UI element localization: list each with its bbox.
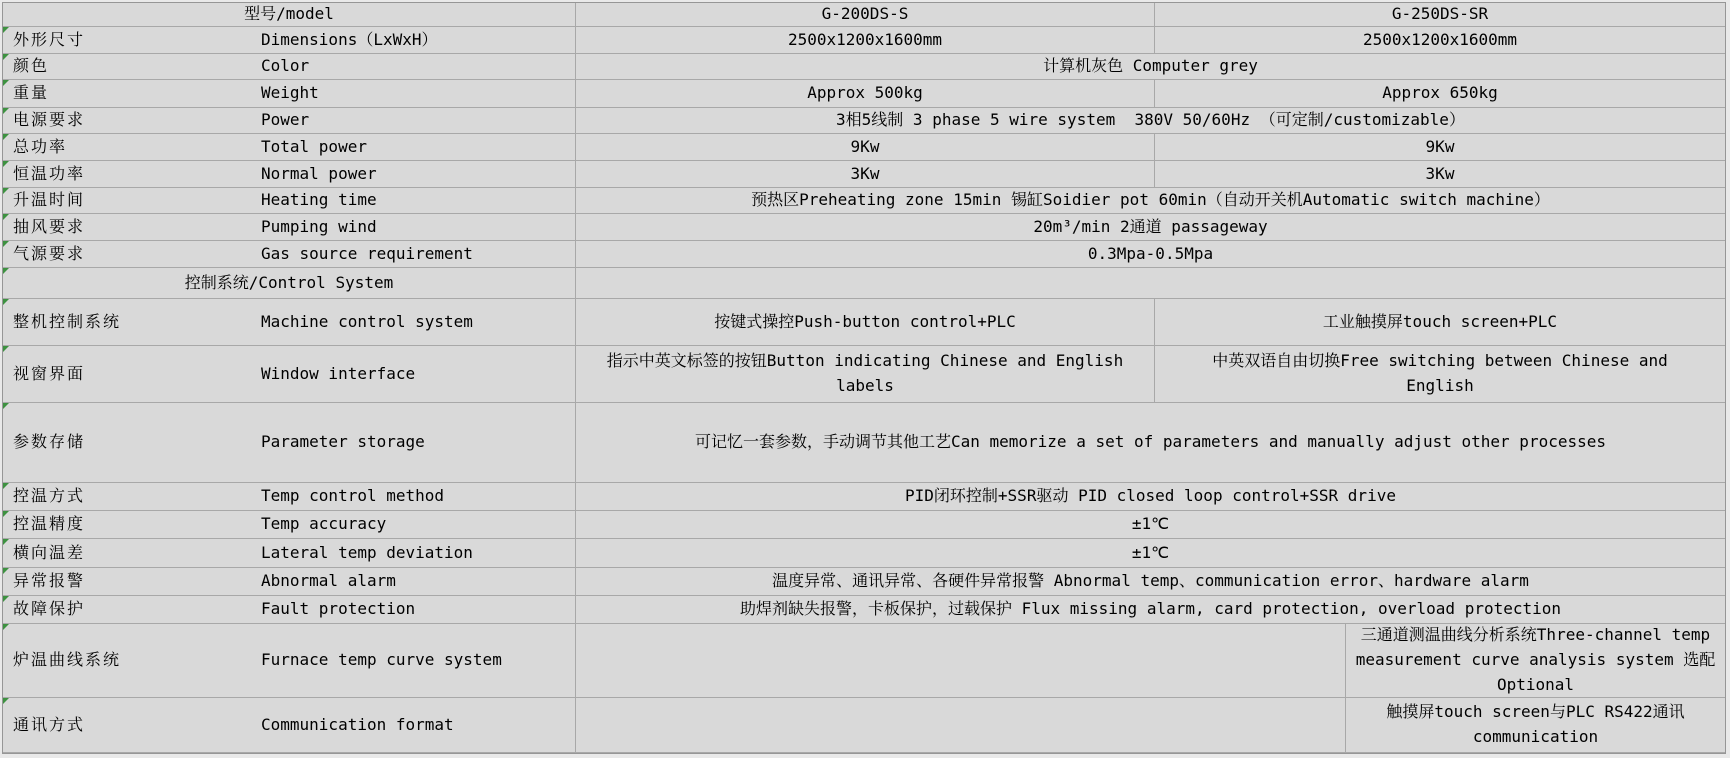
section-header-text: 控制系统/Control System bbox=[184, 272, 394, 292]
fault-protection-value bbox=[576, 596, 1725, 624]
value-text: Approx 650kg bbox=[1382, 83, 1498, 103]
gas-source-label-zh bbox=[3, 241, 259, 268]
dimensions-label-zh bbox=[3, 27, 259, 54]
label-text: 恒温功率 bbox=[13, 163, 86, 183]
window-interface-label-zh bbox=[3, 346, 259, 403]
label-text: Parameter storage bbox=[261, 432, 425, 452]
weight-label-en bbox=[259, 80, 576, 108]
label-text: Fault protection bbox=[261, 599, 416, 619]
model-a-text: G-200DS-S bbox=[821, 4, 909, 24]
value-text: 0.3Mpa-0.5Mpa bbox=[1087, 243, 1214, 263]
value-text: ±1℃ bbox=[1131, 542, 1170, 562]
label-text: Total power bbox=[261, 136, 367, 156]
cell-error-indicator-icon bbox=[3, 241, 9, 247]
label-text: Furnace temp curve system bbox=[261, 650, 502, 670]
model-b-cell bbox=[1155, 3, 1725, 27]
total-power-label-en bbox=[259, 134, 576, 161]
value-text: 可记忆一套参数，手动调节其他工艺Can memorize a set of parameters and manually adjust other processes bbox=[694, 432, 1607, 452]
power-value bbox=[576, 108, 1725, 134]
value-text: 工业触摸屏touch screen+PLC bbox=[1322, 311, 1558, 331]
communication-format-label-en bbox=[259, 698, 576, 753]
lateral-temp-deviation-label-en bbox=[259, 539, 576, 568]
label-text: Abnormal alarm bbox=[261, 571, 396, 591]
normal-power-label-zh bbox=[3, 161, 259, 188]
label-text: 通讯方式 bbox=[13, 714, 86, 734]
heating-time-label-zh bbox=[3, 188, 259, 214]
value-text: 9Kw bbox=[1425, 136, 1455, 156]
cell-error-indicator-icon bbox=[3, 403, 9, 409]
color-label-en bbox=[259, 54, 576, 80]
window-interface-label-en bbox=[259, 346, 576, 403]
gas-source-label-en bbox=[259, 241, 576, 268]
label-text: 外形尺寸 bbox=[13, 29, 86, 49]
label-text: Pumping wind bbox=[261, 216, 377, 236]
dimensions-value-model-b bbox=[1155, 27, 1725, 54]
total-power-value-model-a bbox=[576, 134, 1155, 161]
weight-value-model-a bbox=[576, 80, 1155, 108]
fault-protection-label-zh bbox=[3, 596, 259, 624]
dimensions-value-model-a bbox=[576, 27, 1155, 54]
normal-power-label-en bbox=[259, 161, 576, 188]
label-text: Dimensions（LxWxH） bbox=[261, 29, 438, 49]
window-interface-value-model-a bbox=[576, 346, 1155, 403]
cell-error-indicator-icon bbox=[3, 539, 9, 545]
label-text: 总功率 bbox=[13, 136, 68, 156]
value-text: 预热区Preheating zone 15min 锡缸Soidier pot 60min（自动开关机Automatic switch machine） bbox=[751, 190, 1550, 210]
parameter-storage-value bbox=[576, 403, 1725, 483]
value-text: 20m³/min 2通道 passageway bbox=[1033, 216, 1268, 236]
heating-time-label-en bbox=[259, 188, 576, 214]
label-text: 横向温差 bbox=[13, 542, 86, 562]
machine-control-value-model-b bbox=[1155, 299, 1725, 346]
value-text: ±1℃ bbox=[1131, 514, 1170, 534]
label-text: 气源要求 bbox=[13, 243, 86, 263]
temp-control-method-label-zh bbox=[3, 483, 259, 511]
cell-error-indicator-icon bbox=[3, 27, 9, 33]
color-value bbox=[576, 54, 1725, 80]
value-text: PID闭环控制+SSR驱动 PID closed loop control+SSR drive bbox=[905, 486, 1396, 506]
control-system-section-header bbox=[3, 268, 576, 299]
value-text: 2500x1200x1600mm bbox=[1362, 29, 1518, 49]
cell-error-indicator-icon bbox=[3, 108, 9, 114]
model-header-text: 型号/model bbox=[244, 4, 334, 24]
cell-error-indicator-icon bbox=[3, 483, 9, 489]
cell-error-indicator-icon bbox=[3, 596, 9, 602]
window-interface-value-model-b bbox=[1155, 346, 1725, 403]
label-text: Weight bbox=[261, 83, 319, 103]
abnormal-alarm-label-zh bbox=[3, 568, 259, 596]
label-text: 控温精度 bbox=[13, 514, 86, 534]
cell-error-indicator-icon bbox=[3, 134, 9, 140]
abnormal-alarm-value bbox=[576, 568, 1725, 596]
machine-control-label-zh bbox=[3, 299, 259, 346]
pumping-wind-value bbox=[576, 214, 1725, 241]
value-text: 9Kw bbox=[850, 136, 880, 156]
machine-control-value-model-a bbox=[576, 299, 1155, 346]
communication-format-value bbox=[1346, 698, 1725, 753]
power-label-en bbox=[259, 108, 576, 134]
cell-error-indicator-icon bbox=[3, 624, 9, 630]
weight-value-model-b bbox=[1155, 80, 1725, 108]
value-text: 计算机灰色 Computer grey bbox=[1043, 56, 1258, 76]
label-text: Machine control system bbox=[261, 311, 473, 331]
machine-control-label-en bbox=[259, 299, 576, 346]
value-text: Approx 500kg bbox=[807, 83, 923, 103]
temp-control-method-value bbox=[576, 483, 1725, 511]
label-text: 升温时间 bbox=[13, 190, 86, 210]
cell-error-indicator-icon bbox=[3, 80, 9, 86]
label-text: Window interface bbox=[261, 363, 416, 383]
communication-format-empty-cell bbox=[576, 698, 1346, 753]
pumping-wind-label-en bbox=[259, 214, 576, 241]
value-text: 按键式操控Push-button control+PLC bbox=[714, 311, 1016, 331]
value-text: 3相5线制 3 phase 5 wire system 380V 50/60Hz （可定制/customizable） bbox=[836, 110, 1465, 130]
label-text: 异常报警 bbox=[13, 571, 86, 591]
furnace-temp-curve-empty-cell bbox=[576, 624, 1346, 698]
temp-control-method-label-en bbox=[259, 483, 576, 511]
cell-error-indicator-icon bbox=[3, 161, 9, 167]
temp-accuracy-value bbox=[576, 511, 1725, 539]
value-text: 中英双语自由切换Free switching between Chinese and English bbox=[1212, 351, 1678, 395]
parameter-storage-label-zh bbox=[3, 403, 259, 483]
value-text: 3Kw bbox=[1425, 163, 1455, 183]
gas-source-value bbox=[576, 241, 1725, 268]
model-a-cell bbox=[576, 3, 1155, 27]
label-text: 故障保护 bbox=[13, 599, 86, 619]
pumping-wind-label-zh bbox=[3, 214, 259, 241]
label-text: 电源要求 bbox=[13, 110, 86, 130]
weight-label-zh bbox=[3, 80, 259, 108]
dimensions-label-en bbox=[259, 27, 576, 54]
furnace-temp-curve-label-en bbox=[259, 624, 576, 698]
label-text: Temp accuracy bbox=[261, 514, 387, 534]
fault-protection-label-en bbox=[259, 596, 576, 624]
label-text: Color bbox=[261, 56, 310, 76]
value-text: 2500x1200x1600mm bbox=[787, 29, 943, 49]
spec-table bbox=[2, 2, 1726, 754]
heating-time-value bbox=[576, 188, 1725, 214]
label-text: 炉温曲线系统 bbox=[13, 650, 122, 670]
label-text: Temp control method bbox=[261, 486, 445, 506]
total-power-label-zh bbox=[3, 134, 259, 161]
label-text: Lateral temp deviation bbox=[261, 542, 473, 562]
cell-error-indicator-icon bbox=[3, 188, 9, 194]
label-text: Gas source requirement bbox=[261, 243, 473, 263]
abnormal-alarm-label-en bbox=[259, 568, 576, 596]
label-text: Power bbox=[261, 110, 310, 130]
control-system-section-empty-cell bbox=[576, 268, 1725, 299]
cell-error-indicator-icon bbox=[3, 299, 9, 305]
value-text: 三通道测温曲线分析系统Three-channel temp measurement curve analysis system 选配 Optional bbox=[1355, 625, 1725, 694]
cell-error-indicator-icon bbox=[3, 346, 9, 352]
power-label-zh bbox=[3, 108, 259, 134]
value-text: 温度异常、通讯异常、各硬件异常报警 Abnormal temp、communication error、hardware alarm bbox=[772, 571, 1529, 591]
normal-power-value-model-a bbox=[576, 161, 1155, 188]
label-text: 抽风要求 bbox=[13, 216, 86, 236]
label-text: 重量 bbox=[13, 83, 50, 103]
label-text: 控温方式 bbox=[13, 486, 86, 506]
cell-error-indicator-icon bbox=[3, 268, 9, 274]
communication-format-label-zh bbox=[3, 698, 259, 753]
cell-error-indicator-icon bbox=[3, 698, 9, 704]
model-b-text: G-250DS-SR bbox=[1391, 4, 1489, 24]
cell-error-indicator-icon bbox=[3, 511, 9, 517]
model-header-cell bbox=[3, 3, 576, 27]
temp-accuracy-label-en bbox=[259, 511, 576, 539]
cell-error-indicator-icon bbox=[3, 54, 9, 60]
cell-error-indicator-icon bbox=[3, 568, 9, 574]
total-power-value-model-b bbox=[1155, 134, 1725, 161]
label-text: 颜色 bbox=[13, 56, 50, 76]
furnace-temp-curve-label-zh bbox=[3, 624, 259, 698]
lateral-temp-deviation-label-zh bbox=[3, 539, 259, 568]
label-text: 参数存储 bbox=[13, 432, 86, 452]
lateral-temp-deviation-value bbox=[576, 539, 1725, 568]
label-text: 视窗界面 bbox=[13, 363, 86, 383]
label-text: Communication format bbox=[261, 714, 454, 734]
value-text: 指示中英文标签的按钮Button indicating Chinese and English labels bbox=[606, 351, 1133, 395]
color-label-zh bbox=[3, 54, 259, 80]
temp-accuracy-label-zh bbox=[3, 511, 259, 539]
value-text: 触摸屏touch screen与PLC RS422通讯 communication bbox=[1386, 702, 1695, 746]
label-text: Heating time bbox=[261, 190, 377, 210]
furnace-temp-curve-value bbox=[1346, 624, 1725, 698]
value-text: 3Kw bbox=[850, 163, 880, 183]
normal-power-value-model-b bbox=[1155, 161, 1725, 188]
value-text: 助焊剂缺失报警，卡板保护，过载保护 Flux missing alarm, card protection, overload protection bbox=[739, 599, 1562, 619]
cell-error-indicator-icon bbox=[3, 214, 9, 220]
label-text: 整机控制系统 bbox=[13, 311, 122, 331]
parameter-storage-label-en bbox=[259, 403, 576, 483]
label-text: Normal power bbox=[261, 163, 377, 183]
